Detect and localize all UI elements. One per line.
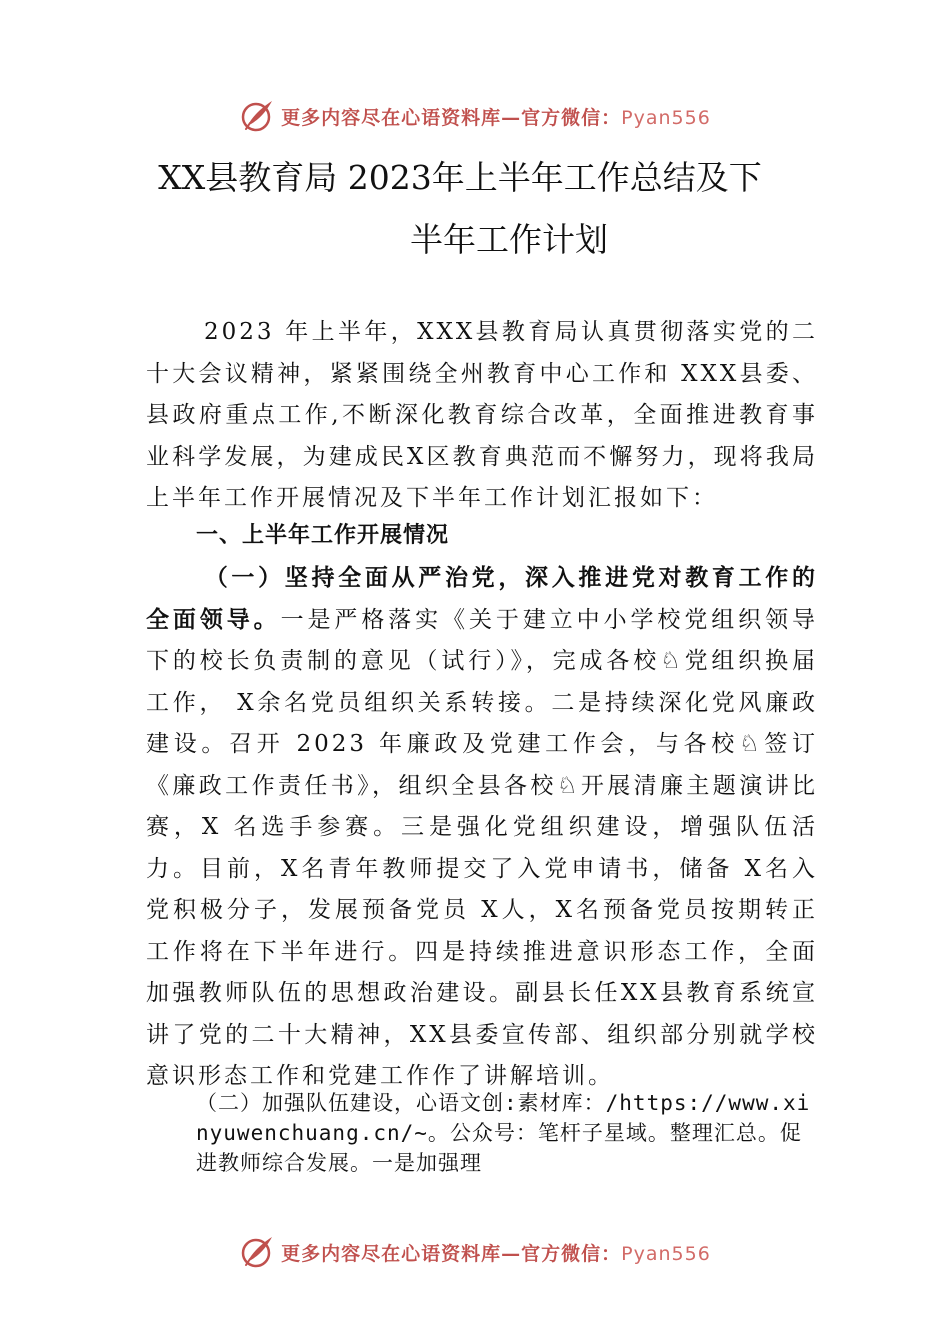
subsection-1-paragraph: [146, 558, 818, 1098]
section-heading: 一、上半年工作开展情况: [196, 523, 450, 548]
document-title-line-1: XX县教育局 2023年上半年工作总结及下: [158, 158, 762, 197]
subsection-1-text: 一是严格落实《关于建立中小学校党组织领导下的校长负责制的意见（试行）》，完成各校♘党组织换届工作， X余名党员组织关系转接。二是持续深化党风廉政建设。召开 2023 年廉政及党建工作会，与各校♘签订《廉政工作责任书》，组织全县各校♘开展清廉主题演讲比赛，X 名选手参赛。三是强化党组织建设，增强队伍活力。目前，X名青年教师提交了入党申请书，储备 X名入党积极分子，发展预备党员 X人，X名预备党员按期转正工作将在下半年进行。四是持续推进意识形态工作，全面加强教师队伍的思想政治建设。副县长任XX县教育系统宣讲了党的二十大精神，XX县委宣传部、组织部分别就学校意识形态工作和党建工作作了讲解培训。: [146, 606, 819, 1089]
subsection-1-heading: （一）坚持全面从严治党，深入推进党对教育工作的全面领导。: [146, 565, 818, 633]
subsection-2-paragraph: （二）加强队伍建设，心语文创:素材库：/https://www.xinyuwenchuang.cn/~。公众号：笔杆子星域。整理汇总。促进教师综合发展。一是加强理: [196, 1091, 811, 1175]
intro-paragraph: 2023 年上半年，XXX县教育局认真贯彻落实党的二十大会议精神，紧紧围绕全州教育中心工作和 XXX县委、县政府重点工作,不断深化教育综合改革，全面推进教育事业科学发展，为建成民X区教育典范而不懈努力，现将我局上半年工作开展情况及下半年工作计划汇报如下：: [146, 319, 818, 511]
quill-logo-icon: [239, 1234, 275, 1270]
quill-logo-icon: [239, 98, 275, 134]
banner-text: 更多内容尽在心语资料库—官方微信：Pyan556: [281, 106, 711, 129]
header-banner: [0, 96, 950, 136]
wechat-id: Pyan556: [621, 1242, 711, 1265]
wechat-id: Pyan556: [621, 106, 711, 129]
banner-text: 更多内容尽在心语资料库—官方微信：Pyan556: [281, 1242, 711, 1265]
footer-banner: [0, 1232, 950, 1272]
document-title-line-2: 半年工作计划: [410, 220, 608, 259]
